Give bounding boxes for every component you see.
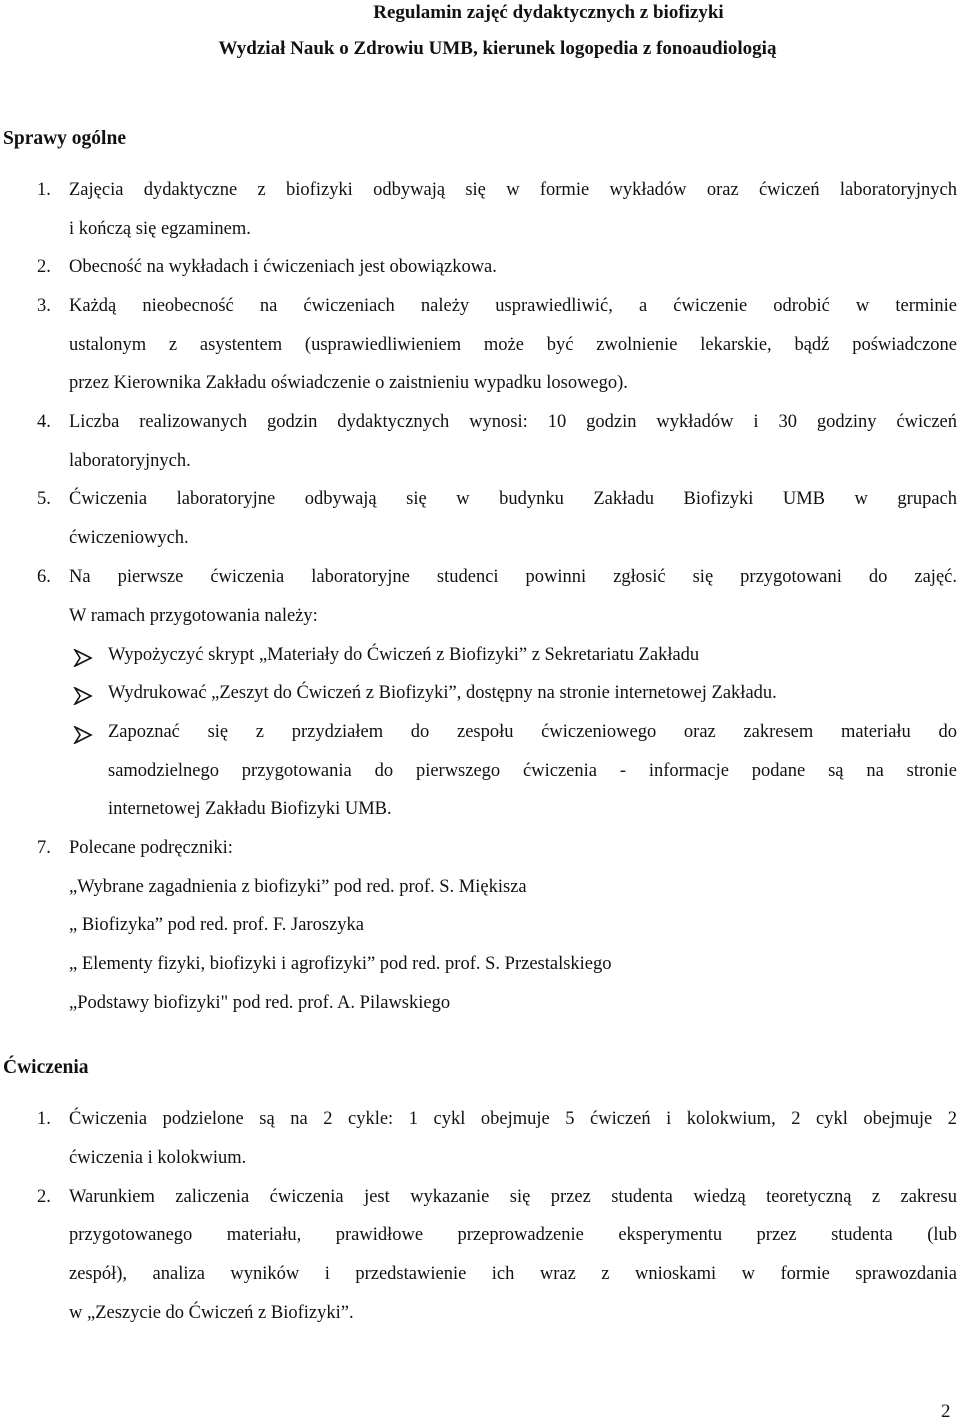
section-heading-exercises: Ćwiczenia (3, 1057, 89, 1078)
list-item-text: Liczba realizowanych godzin dydaktycznych wynosi: 10 godzin wykładów i 30 godziny ćwiczeń (69, 412, 957, 432)
list-item-text: ćwiczeniowych. (69, 528, 189, 548)
section-heading-general: Sprawy ogólne (3, 128, 126, 149)
list-number: 6. (37, 567, 51, 587)
textbook-entry: „Podstawy biofizyki" pod red. prof. A. Pilawskiego (69, 993, 451, 1013)
list-number: 1. (37, 180, 51, 200)
arrowhead-bullet-icon (73, 687, 93, 705)
list-number: 2. (37, 1187, 51, 1207)
list-item-text: Warunkiem zaliczenia ćwiczenia jest wykazanie się przez studenta wiedzą teoretyczną z zakresu (69, 1187, 957, 1207)
list-item-text: Zajęcia dydaktyczne z biofizyki odbywają się w formie wykładów oraz ćwiczeń laboratoryjnych (69, 180, 957, 200)
list-number: 3. (37, 296, 51, 316)
list-item-text: Każdą nieobecność na ćwiczeniach należy usprawiedliwić, a ćwiczenie odrobić w terminie (69, 296, 957, 316)
list-number: 2. (37, 257, 51, 277)
bullet-item-text: Zapoznać się z przydziałem do zespołu ćwiczeniowego oraz zakresem materiału do (108, 722, 957, 742)
bullet-item-text: internetowej Zakładu Biofizyki UMB. (108, 799, 392, 819)
document-subtitle: Wydział Nauk o Zdrowiu UMB, kierunek logopedia z fonoaudiologią (218, 38, 777, 59)
document-title: Regulamin zajęć dydaktycznych z biofizyki (373, 2, 724, 23)
list-number: 1. (37, 1109, 51, 1129)
list-item-text: Obecność na wykładach i ćwiczeniach jest obowiązkowa. (69, 257, 497, 277)
list-item-text: Na pierwsze ćwiczenia laboratoryjne studenci powinni zgłosić się przygotowani do zajęć. (69, 567, 957, 587)
list-item-text: przygotowanego materiału, prawidłowe przeprowadzenie eksperymentu przez studenta (lub (69, 1225, 957, 1245)
list-number: 4. (37, 412, 51, 432)
bullet-item-text: samodzielnego przygotowania do pierwszego ćwiczenia - informacje podane są na stronie (108, 761, 957, 781)
list-item-text: Polecane podręczniki: (69, 838, 233, 858)
list-item-text: zespół), analiza wyników i przedstawienie ich wraz z wnioskami w formie sprawozdania (69, 1264, 957, 1284)
list-number: 5. (37, 489, 51, 509)
list-item-text: Ćwiczenia laboratoryjne odbywają się w budynku Zakładu Biofizyki UMB w grupach (69, 489, 957, 509)
list-item-text: w „Zeszycie do Ćwiczeń z Biofizyki”. (69, 1303, 354, 1323)
textbook-entry: „ Elementy fizyki, biofizyki i agrofizyki” pod red. prof. S. Przestalskiego (69, 954, 612, 974)
list-item-text: ćwiczenia i kolokwium. (69, 1148, 247, 1168)
textbook-entry: „Wybrane zagadnienia z biofizyki” pod red. prof. S. Miękisza (69, 877, 527, 897)
arrowhead-bullet-icon (73, 649, 93, 667)
arrowhead-bullet-icon (73, 726, 93, 744)
bullet-item-text: Wypożyczyć skrypt „Materiały do Ćwiczeń z Biofizyki” z Sekretariatu Zakładu (108, 645, 700, 665)
textbook-entry: „ Biofizyka” pod red. prof. F. Jaroszyka (69, 915, 364, 935)
list-item-text: i kończą się egzaminem. (69, 219, 251, 239)
list-item-text: przez Kierownika Zakładu oświadczenie o zaistnieniu wypadku losowego). (69, 373, 628, 393)
list-item-text: laboratoryjnych. (69, 451, 191, 471)
page-number: 2 (941, 1401, 951, 1422)
list-item-text: W ramach przygotowania należy: (69, 606, 318, 626)
list-number: 7. (37, 838, 51, 858)
list-item-text: ustalonym z asystentem (usprawiedliwieniem może być zwolnienie lekarskie, bądź poświadczone (69, 335, 957, 355)
bullet-item-text: Wydrukować „Zeszyt do Ćwiczeń z Biofizyki”, dostępny na stronie internetowej Zakładu. (108, 683, 777, 703)
list-item-text: Ćwiczenia podzielone są na 2 cykle: 1 cykl obejmuje 5 ćwiczeń i kolokwium, 2 cykl obejmuje 2 (69, 1109, 957, 1129)
